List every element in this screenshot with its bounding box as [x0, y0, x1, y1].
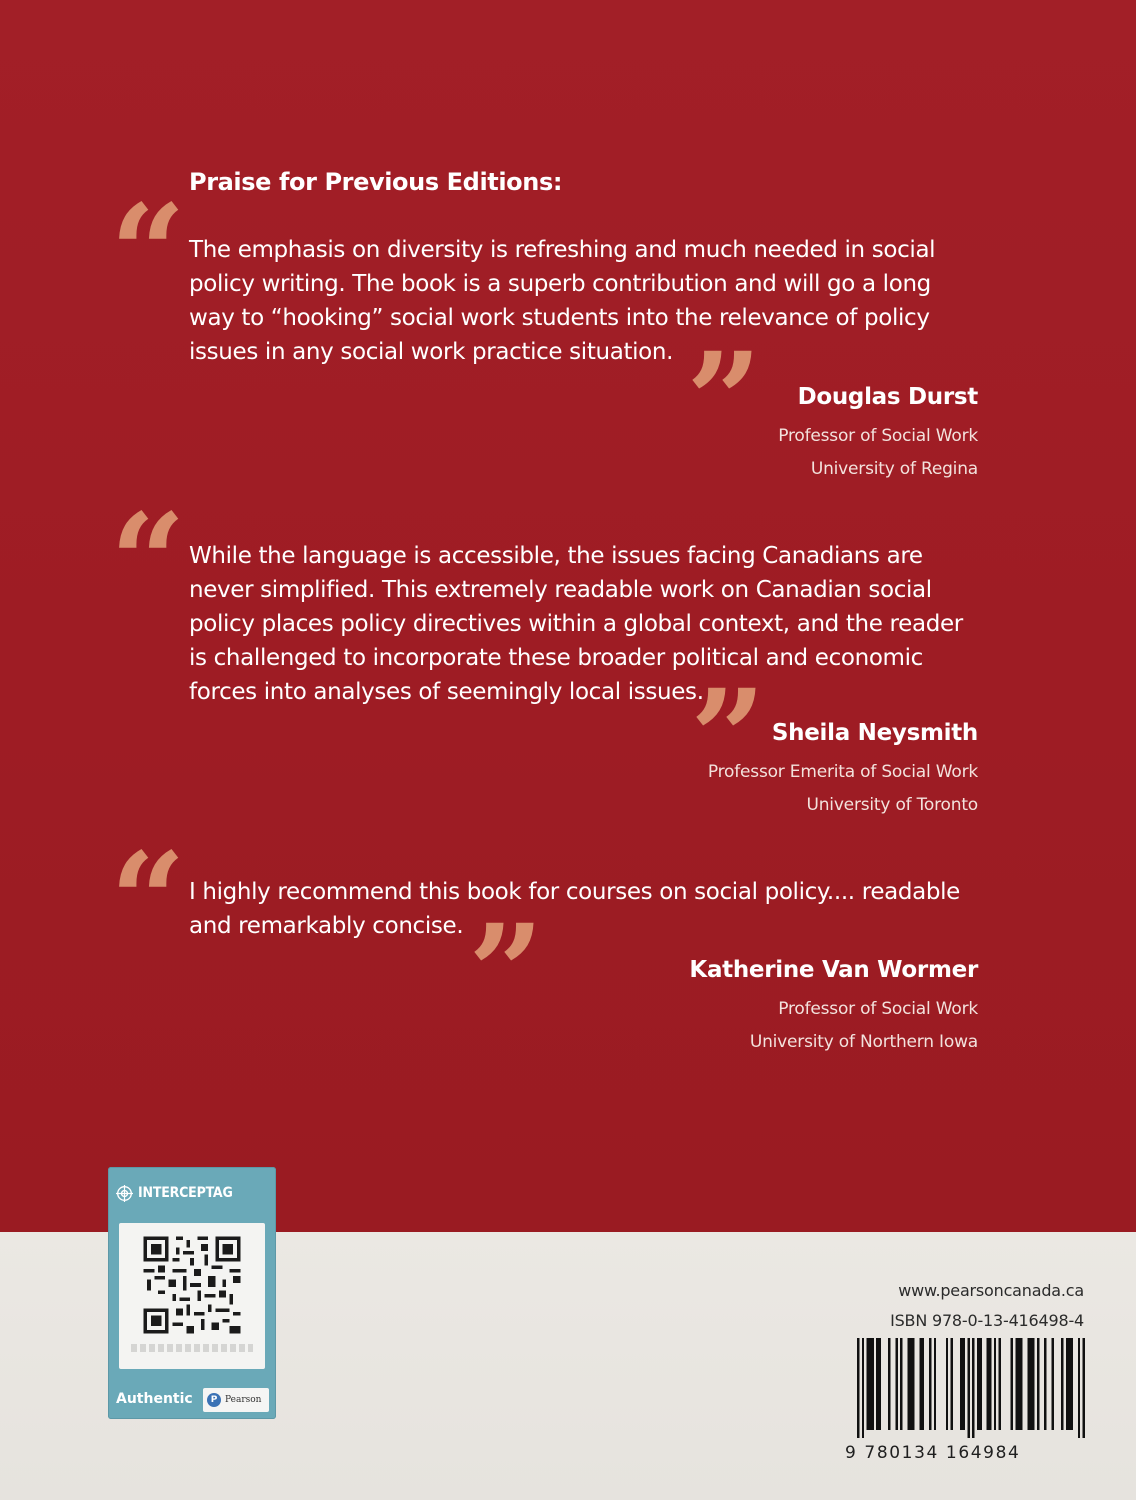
pearson-badge [203, 1388, 269, 1412]
barcode-bar [857, 1338, 859, 1438]
barcode-bar [989, 1338, 991, 1430]
author-title: Professor of Social Work [778, 426, 978, 446]
barcode-bar [1015, 1338, 1017, 1430]
quote-line: forces into analyses of seemingly local issues. [189, 679, 704, 705]
quote-line: and remarkably concise. [189, 913, 464, 939]
barcode-bar [1083, 1338, 1085, 1438]
tag-authentic-label: Authentic [116, 1391, 193, 1407]
target-icon [116, 1185, 133, 1202]
barcode-bar [895, 1338, 897, 1430]
barcode-bar [871, 1338, 873, 1430]
quote-line: way to “hooking” social work students into the relevance of policy [189, 305, 930, 331]
barcode-bar [987, 1338, 989, 1430]
barcode-bar [912, 1338, 914, 1430]
barcode-bar [929, 1338, 931, 1430]
barcode-bar [994, 1338, 996, 1430]
barcode-bar [1071, 1338, 1073, 1430]
barcode-bar [879, 1338, 881, 1430]
barcode-bar [867, 1338, 869, 1430]
quote-text [189, 233, 969, 369]
barcode-bar [1044, 1338, 1046, 1430]
barcode-bar [977, 1338, 979, 1430]
barcode-bar [919, 1338, 921, 1430]
author-title: Professor of Social Work [778, 999, 978, 1019]
author-affiliation: University of Regina [810, 459, 978, 479]
author-title: Professor Emerita of Social Work [707, 762, 978, 782]
quote-text [189, 875, 969, 943]
open-quote-mark-icon: “ [110, 824, 186, 979]
isbn-label: ISBN 978-0-13-416498-4 [890, 1311, 1084, 1330]
barcode-bar [1027, 1338, 1029, 1430]
qr-caption [131, 1344, 253, 1352]
tag-brand-text: INTERCEPTAG [138, 1185, 233, 1201]
pearson-badge-text: Pearson [225, 1395, 262, 1405]
qr-code-icon [140, 1233, 244, 1337]
barcode-bar [934, 1338, 936, 1430]
attribution [689, 957, 978, 1059]
author-affiliation: University of Toronto [806, 795, 978, 815]
barcode-bar [1068, 1338, 1070, 1430]
barcode-bar [888, 1338, 890, 1430]
barcode-bar [999, 1338, 1001, 1430]
close-quote-mark-icon: ” [686, 324, 762, 479]
open-quote-mark-icon: “ [110, 176, 186, 331]
attribution [708, 720, 978, 822]
quote-text [189, 539, 969, 709]
close-quote-mark-icon: ” [468, 896, 544, 1051]
author-name: Douglas Durst [797, 384, 978, 410]
qr-frame [119, 1223, 265, 1369]
barcode-bar [972, 1338, 974, 1438]
barcode-bar [951, 1338, 953, 1430]
open-quote-mark-icon: “ [110, 485, 186, 640]
author-name: Sheila Neysmith [771, 720, 978, 746]
barcode-bar [862, 1338, 864, 1438]
barcode-bar [1030, 1338, 1032, 1430]
close-quote-mark-icon: ” [690, 661, 766, 816]
praise-heading: Praise for Previous Editions: [189, 168, 563, 196]
barcode-bar [1020, 1338, 1022, 1430]
barcode-bar [922, 1338, 924, 1430]
barcode-digits: 9 780134 164984 [845, 1443, 1021, 1463]
quote-line: is challenged to incorporate these broader political and economic [189, 645, 923, 671]
pearson-logo-icon: P [207, 1393, 221, 1407]
barcode-bar [1061, 1338, 1063, 1430]
quote-line: While the language is accessible, the issues facing Canadians are [189, 543, 923, 569]
attribution [778, 384, 978, 486]
quote-line: policy writing. The book is a superb contribution and will go a long [189, 271, 931, 297]
barcode-bar [910, 1338, 912, 1430]
barcode-bar [907, 1338, 909, 1430]
barcode-bar [946, 1338, 948, 1430]
quote-line: never simplified. This extremely readable work on Canadian social [189, 577, 932, 603]
barcode-bar [876, 1338, 878, 1430]
barcode-bar [1018, 1338, 1020, 1430]
quote-line: I highly recommend this book for courses on social policy.... readable [189, 879, 960, 905]
quote-line: The emphasis on diversity is refreshing and much needed in social [189, 237, 936, 263]
barcode-bar [963, 1338, 965, 1430]
barcode-bar [900, 1338, 902, 1430]
barcode-bar [1051, 1338, 1053, 1430]
quote-line: issues in any social work practice situation. [189, 339, 674, 365]
publisher-website: www.pearsoncanada.ca [898, 1281, 1084, 1300]
barcode-bar [1032, 1338, 1034, 1430]
barcode-bar [979, 1338, 981, 1430]
authenticity-tag [108, 1167, 276, 1419]
barcode-bar [960, 1338, 962, 1430]
barcode-bar [1011, 1338, 1013, 1430]
barcode-bar [1078, 1338, 1080, 1438]
barcode-bar [967, 1338, 969, 1438]
barcode-bar [1066, 1338, 1068, 1430]
author-affiliation: University of Northern Iowa [749, 1032, 978, 1052]
barcode-bar [869, 1338, 871, 1430]
barcode-bar [1037, 1338, 1039, 1430]
author-name: Katherine Van Wormer [689, 957, 978, 983]
tag-brand [116, 1180, 268, 1206]
quote-line: policy places policy directives within a global context, and the reader [189, 611, 963, 637]
barcode-icon [857, 1338, 1085, 1438]
